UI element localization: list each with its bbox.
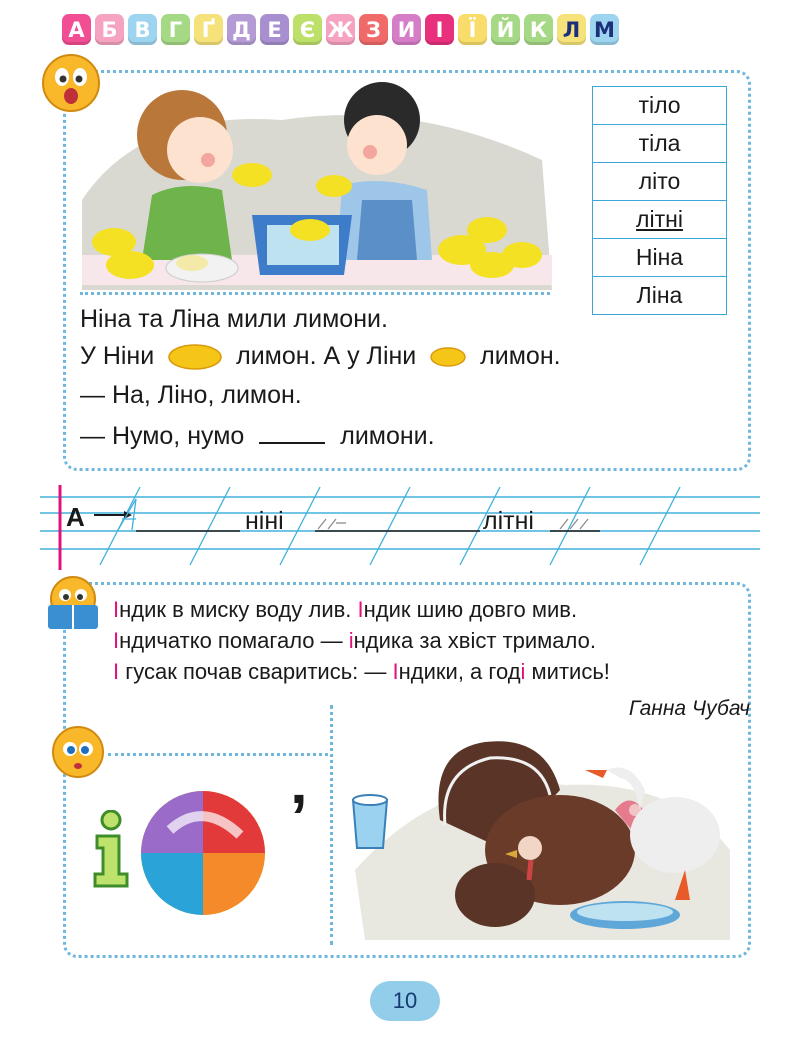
handwriting-lines [40,485,760,570]
highlight-letter: і [348,628,354,653]
poem-line-2 [113,628,596,654]
alphabet-letter-tile: Б [95,14,124,45]
word-table [592,86,727,315]
poem-line-1 [113,597,577,623]
alphabet-letter-tile: З [359,14,388,45]
alphabet-letter-tile: К [524,14,553,45]
alphabet-letter-tile: Ґ [194,14,223,45]
reading-line-4-part-2: лимони. [340,422,435,450]
beach-ball-icon [140,790,266,916]
poem-text: ндик шию довго мив. [363,597,578,622]
sound-scheme-divider [330,705,333,945]
alphabet-letter-tile: М [590,14,619,45]
word-cell: тіло [593,87,727,125]
poem-text: ндика за хвіст тримало. [353,628,596,653]
reading-line-2-part-2: лимон. А у Ліни [236,342,417,370]
small-lemon-icon [429,346,467,368]
thinking-smiley-icon [48,722,108,780]
alphabet-letter-tile: Ї [458,14,487,45]
writing-word-1: ніні [245,507,284,535]
reading-line-1: Ніна та Ліна мили лимони. [80,305,388,333]
reading-line-3: — На, Ліно, лимон. [80,381,302,409]
letter-i-icon [85,810,137,890]
reading-line-4-part-1: — Нумо, нумо [80,422,245,450]
word-cell: тіла [593,125,727,163]
highlight-letter: І [357,597,364,622]
alphabet-letter-tile: Д [227,14,256,45]
alphabet-letter-tile: Г [161,14,190,45]
alphabet-strip [62,14,752,54]
poem-line-3 [113,659,610,685]
word-cell: літо [593,163,727,201]
blank-underline [259,424,325,444]
alphabet-letter-tile: Ж [326,14,355,45]
reading-line-4 [80,422,435,451]
word-cell: Ніна [593,239,727,277]
alphabet-letter-tile: Є [293,14,322,45]
alphabet-letter-tile: Й [491,14,520,45]
highlight-letter: І [113,659,120,684]
reading-line-2-part-3: лимон. [480,342,561,370]
alphabet-letter-tile: І [425,14,454,45]
turkeys-goose-illustration [345,730,740,945]
alphabet-letter-tile: В [128,14,157,45]
highlight-letter: І [392,659,399,684]
page-number: 10 [370,981,440,1021]
writing-letter: А [66,502,85,532]
apostrophe-mark: ’ [290,781,308,853]
poem-text: гусак почав сваритись: — [119,659,393,684]
reading-line-2 [80,342,561,371]
poem-text: ндик в миску воду лив. [119,597,358,622]
sound-scheme-line [108,753,328,756]
word-cell: літні [593,201,727,239]
alphabet-letter-tile: Е [260,14,289,45]
girls-washing-lemons-illustration [82,80,552,295]
poem-text: ндики, а год [398,659,521,684]
poem-text: ндичатко помагало — [119,628,349,653]
highlight-letter: І [113,628,120,653]
illustration-divider [80,292,550,295]
alphabet-letter-tile: Л [557,14,586,45]
alphabet-letter-tile: И [392,14,421,45]
highlight-letter: і [520,659,526,684]
highlight-letter: І [113,597,120,622]
writing-word-2: літні [483,507,534,535]
poem-text: митись! [525,659,610,684]
reading-smiley-icon [40,573,106,633]
alphabet-letter-tile: А [62,14,91,45]
word-cell: Ліна [593,277,727,315]
big-lemon-icon [167,343,223,371]
poem-author: Ганна Чубач [628,697,750,720]
reading-line-2-part-1: У Ніни [80,342,155,370]
